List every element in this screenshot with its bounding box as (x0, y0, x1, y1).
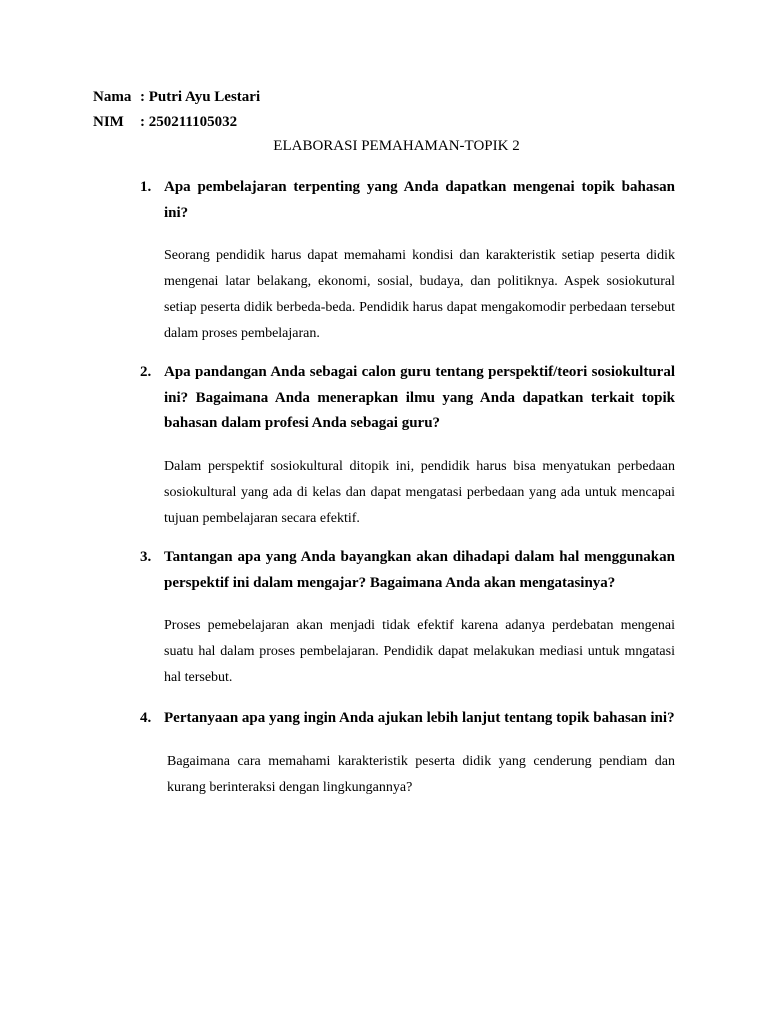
qa-item-3 (140, 545, 675, 691)
name-value: : Putri Ayu Lestari (140, 89, 261, 105)
answer-text: Bagaimana cara memahami karakteristik peserta didik yang cenderung pendiam dan kurang berinteraksi dengan lingkungannya? (167, 753, 675, 795)
answer-text: Dalam perspektif sosiokultural ditopik ini, pendidik harus bisa menyatukan perbedaan sosiokultural yang ada di kelas dan dapat mengatasi perbedaan yang ada untuk mencapai tujuan pembelajaran secara efektif. (164, 458, 675, 526)
name-label: Nama (93, 89, 132, 105)
answer-text: Seorang pendidik harus dapat memahami kondisi dan karakteristik setiap peserta didik mengenai latar belakang, ekonomi, sosial, budaya, dan politiknya. Aspek sosiokutural setiap peserta didik berbeda-beda. Pendidik harus dapat mengakomodir perbedaan tersebut dalam proses pembelajaran. (164, 248, 675, 341)
question-number: 4. (140, 710, 152, 726)
student-name-row (93, 87, 260, 107)
question-text: Tantangan apa yang Anda bayangkan akan dihadapi dalam hal menggunakan perspektif ini dalam mengajar? Bagaimana Anda akan mengatasinya? (164, 549, 675, 591)
answer-text: Proses pemebelajaran akan menjadi tidak efektif karena adanya perdebatan mengenai suatu hal dalam proses pembelajaran. Pendidik dapat melakukan mediasi untuk mngatasi hal tersebut. (164, 618, 675, 685)
qa-item-4 (140, 706, 675, 801)
document-title: ELABORASI PEMAHAMAN-TOPIK 2 (273, 138, 520, 154)
question-text: Pertanyaan apa yang ingin Anda ajukan lebih lanjut tentang topik bahasan ini? (164, 710, 675, 726)
question-number: 1. (140, 179, 152, 195)
question-text: Apa pembelajaran terpenting yang Anda dapatkan mengenai topik bahasan ini? (164, 179, 675, 221)
student-nim-row (93, 112, 237, 132)
question-number: 2. (140, 364, 152, 380)
question-text: Apa pandangan Anda sebagai calon guru tentang perspektif/teori sosiokultural ini? Bagaimana Anda menerapkan ilmu yang Anda dapatkan terkait topik bahasan dalam profesi Anda sebagai guru? (164, 364, 675, 431)
qa-item-1 (140, 175, 675, 347)
qa-item-2 (140, 360, 675, 532)
nim-label: NIM (93, 114, 124, 130)
nim-value: : 250211105032 (140, 114, 238, 130)
question-number: 3. (140, 549, 152, 565)
